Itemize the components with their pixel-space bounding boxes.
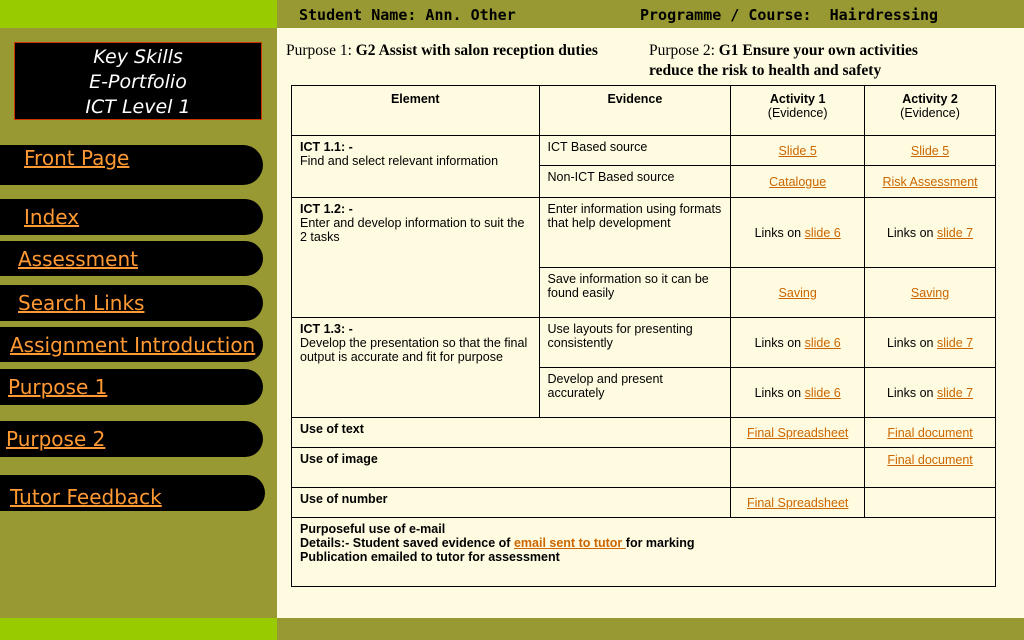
element-label: ICT 1.2: - <box>300 202 353 216</box>
evidence-link[interactable]: Saving <box>778 285 817 300</box>
table-row <box>292 488 996 518</box>
evidence-link[interactable]: slide 6 <box>804 335 841 350</box>
nav-link-search-links[interactable]: Search Links <box>18 291 145 315</box>
activity-1-cell <box>731 318 865 368</box>
evidence-cell: Develop and present accurately <box>539 368 731 418</box>
evidence-link[interactable]: Risk Assessment <box>882 174 978 189</box>
links-prefix: Links on <box>886 335 937 350</box>
element-ict-1-1 <box>292 136 540 198</box>
evidence-link[interactable]: Final document <box>887 453 973 467</box>
element-label: ICT 1.1: - <box>300 140 353 154</box>
header-activity-2-label: Activity 2 <box>902 92 958 106</box>
table-row <box>292 418 996 448</box>
portfolio-title-line: ICT Level 1 <box>85 96 191 118</box>
header-activity-1-label: Activity 1 <box>769 92 826 106</box>
email-line-3: Publication emailed to tutor for assessment <box>300 550 560 564</box>
nav-link-assignment-introduction[interactable]: Assignment Introduction <box>10 332 256 357</box>
portfolio-title <box>14 42 262 120</box>
element-desc: Enter and develop information to suit the 2 tasks <box>300 216 525 244</box>
student-name: Student Name: Ann. Other <box>299 6 516 24</box>
activity-1-cell <box>731 448 865 488</box>
purpose-1-text: G2 Assist with salon reception duties <box>355 42 598 59</box>
nav-link-purpose-2[interactable]: Purpose 2 <box>6 427 106 451</box>
header-element: Element <box>292 86 540 136</box>
purpose-2-text: reduce the risk to health and safety <box>649 62 882 79</box>
links-prefix: Links on <box>886 225 937 240</box>
purpose-1-prefix: Purpose 1: <box>286 42 356 59</box>
evidence-link[interactable]: Final Spreadsheet <box>746 425 849 440</box>
activity-2-cell <box>865 318 996 368</box>
element-ict-1-2 <box>292 198 540 318</box>
table-row <box>292 136 996 166</box>
nav-tutor-feedback[interactable] <box>0 475 265 511</box>
nav-link-tutor-feedback[interactable]: Tutor Feedback <box>10 485 162 509</box>
links-prefix: Links on <box>754 225 805 240</box>
email-evidence-cell <box>292 518 996 587</box>
row-label: Use of number <box>300 492 388 506</box>
activity-2-cell <box>865 268 996 318</box>
activity-1-cell <box>731 488 865 518</box>
element-ict-1-3 <box>292 318 540 418</box>
footer-bar <box>277 618 1024 640</box>
activity-2-cell <box>865 488 996 518</box>
evidence-link[interactable]: slide 7 <box>936 385 974 400</box>
evidence-cell: ICT Based source <box>539 136 731 166</box>
activity-2-cell <box>865 166 996 198</box>
evidence-cell: Save information so it can be found easily <box>539 268 731 318</box>
nav-index[interactable] <box>0 199 263 235</box>
evidence-link[interactable]: slide 7 <box>936 335 974 350</box>
activity-2-cell <box>865 198 996 268</box>
nav-link-assessment[interactable]: Assessment <box>18 246 138 271</box>
evidence-table <box>291 85 996 587</box>
bottom-left-bar <box>0 618 277 640</box>
activity-2-cell <box>865 448 996 488</box>
activity-2-cell <box>865 368 996 418</box>
header-activity-2-sub: (Evidence) <box>900 106 960 120</box>
purpose-2-prefix: Purpose 2: <box>649 42 719 59</box>
table-row <box>292 198 996 268</box>
evidence-link[interactable]: Catalogue <box>769 174 827 189</box>
row-label: Use of image <box>300 452 378 466</box>
email-line-2-prefix: Details:- Student saved evidence of <box>300 536 514 550</box>
table-header-row <box>292 86 996 136</box>
use-of-number-label <box>292 488 731 518</box>
purpose-2-text: G1 Ensure your own activities <box>718 42 918 59</box>
email-line-2 <box>300 536 987 550</box>
nav-link-index[interactable]: Index <box>24 205 80 229</box>
activity-2-cell <box>865 136 996 166</box>
evidence-link[interactable]: Slide 5 <box>910 143 950 158</box>
use-of-text-label <box>292 418 731 448</box>
links-prefix: Links on <box>886 385 937 400</box>
activity-1-cell <box>731 268 865 318</box>
activity-1-cell <box>731 418 865 448</box>
evidence-link[interactable]: Saving <box>910 285 950 300</box>
portfolio-title-line: E-Portfolio <box>89 71 187 93</box>
activity-1-cell <box>731 166 865 198</box>
table-row <box>292 448 996 488</box>
evidence-link[interactable]: slide 6 <box>804 225 841 240</box>
nav-link-front-page[interactable]: Front Page <box>24 146 130 170</box>
evidence-cell: Use layouts for presenting consistently <box>539 318 731 368</box>
header-activity-1 <box>731 86 865 136</box>
table-row <box>292 518 996 587</box>
programme-course: Programme / Course: Hairdressing <box>640 6 939 24</box>
links-prefix: Links on <box>754 385 805 400</box>
header-activity-2 <box>865 86 996 136</box>
activity-1-cell <box>731 198 865 268</box>
purpose-1-heading <box>286 41 598 61</box>
portfolio-title-line: Key Skills <box>93 46 183 68</box>
purpose-2-heading <box>649 41 979 81</box>
element-desc: Develop the presentation so that the final output is accurate and fit for purpose <box>300 336 528 364</box>
nav-purpose-2[interactable] <box>0 421 263 457</box>
email-line-2-suffix: for marking <box>625 536 695 550</box>
header-activity-1-sub: (Evidence) <box>767 106 828 120</box>
row-label: Use of text <box>300 422 364 436</box>
nav-assignment-introduction[interactable] <box>0 327 263 362</box>
evidence-link[interactable]: Slide 5 <box>778 143 817 158</box>
evidence-cell: Non-ICT Based source <box>539 166 731 198</box>
activity-1-cell <box>731 368 865 418</box>
element-desc: Find and select relevant information <box>300 154 499 168</box>
header-evidence: Evidence <box>539 86 731 136</box>
top-left-bar <box>0 0 277 28</box>
nav-front-page[interactable] <box>0 145 263 185</box>
email-link[interactable]: email sent to tutor <box>513 536 626 550</box>
evidence-link[interactable]: slide 6 <box>804 385 841 400</box>
activity-2-cell <box>865 418 996 448</box>
nav-assessment[interactable] <box>0 241 263 276</box>
links-prefix: Links on <box>754 335 805 350</box>
table-row <box>292 318 996 368</box>
evidence-link[interactable]: Final document <box>887 425 973 440</box>
evidence-link[interactable]: slide 7 <box>936 225 974 240</box>
nav-search-links[interactable] <box>0 285 263 321</box>
nav-purpose-1[interactable] <box>0 369 263 405</box>
evidence-cell: Enter information using formats that help development <box>539 198 731 268</box>
nav-link-purpose-1[interactable]: Purpose 1 <box>8 375 108 399</box>
element-label: ICT 1.3: - <box>300 322 353 336</box>
use-of-image-label <box>292 448 731 488</box>
email-line-1: Purposeful use of e-mail <box>300 522 446 536</box>
evidence-link[interactable]: Final Spreadsheet <box>746 495 849 510</box>
activity-1-cell <box>731 136 865 166</box>
